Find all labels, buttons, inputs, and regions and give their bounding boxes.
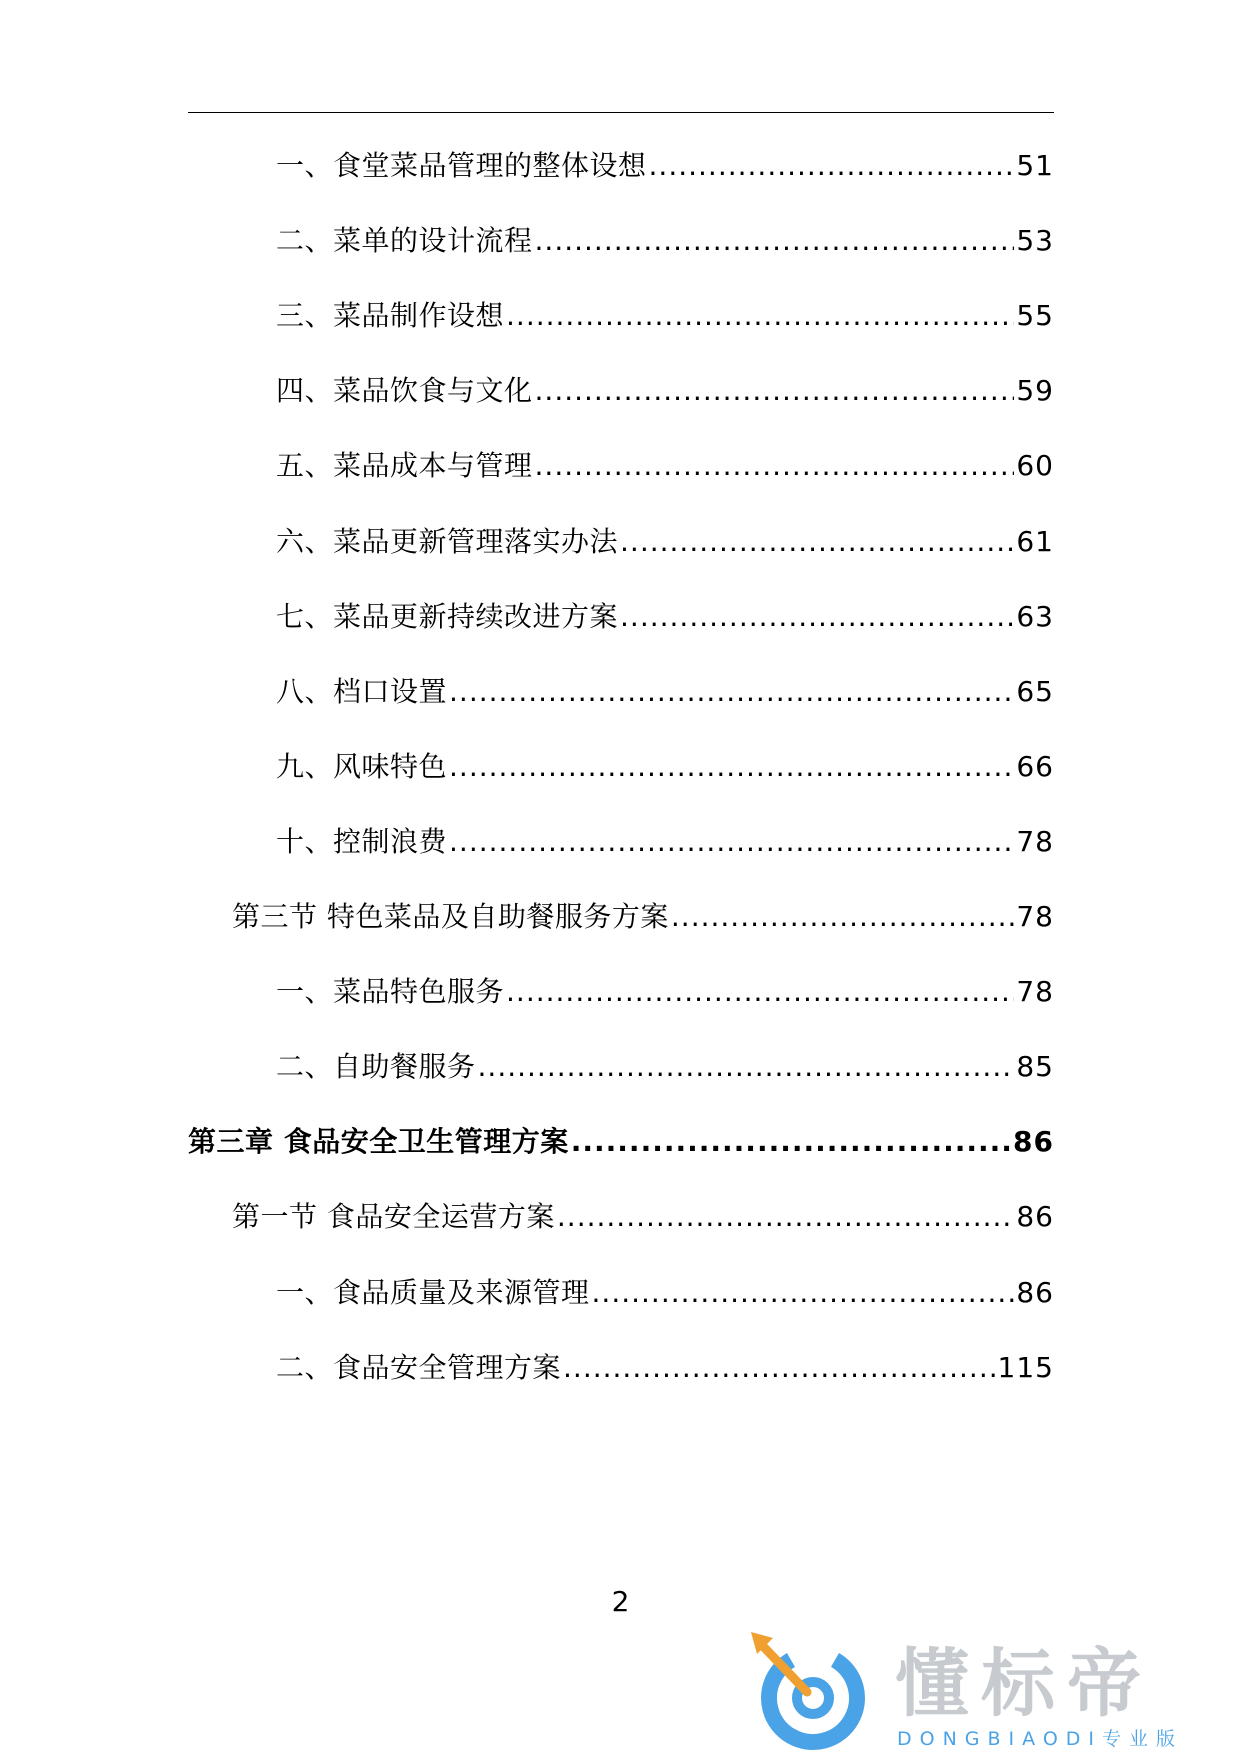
toc-entry-page: 65 [1016, 675, 1054, 708]
toc-dot-leader [449, 747, 1014, 787]
toc-dot-leader [535, 221, 1015, 261]
toc-entry-label: 一、食品质量及来源管理 [276, 1276, 590, 1309]
toc-entry-label: 二、菜单的设计流程 [276, 224, 533, 257]
watermark-brand: 懂标帝 [895, 1641, 1153, 1727]
toc-dot-leader [506, 972, 1014, 1012]
header-rule [188, 112, 1054, 113]
toc-entry-label: 九、风味特色 [276, 750, 448, 783]
toc-entry[interactable] [276, 597, 1054, 637]
toc-entry-label: 八、档口设置 [276, 675, 448, 708]
toc-entry-label: 四、菜品饮食与文化 [276, 374, 533, 407]
toc-entry[interactable] [276, 1047, 1054, 1087]
toc-dot-leader [620, 597, 1014, 637]
toc-entry-label: 七、菜品更新持续改进方案 [276, 600, 619, 633]
toc-entry[interactable] [276, 1273, 1054, 1313]
toc-dot-leader [620, 522, 1014, 562]
toc-entry-page: 115 [997, 1351, 1054, 1384]
toc-entry-label: 一、食堂菜品管理的整体设想 [276, 149, 647, 182]
toc-entry-page: 78 [1016, 900, 1054, 933]
toc-entry-label: 第一节 食品安全运营方案 [232, 1200, 555, 1233]
toc-entry-label: 第三章 食品安全卫生管理方案 [188, 1125, 569, 1158]
toc-entry[interactable] [276, 446, 1054, 486]
toc-entry[interactable] [232, 1197, 1054, 1237]
toc-entry-page: 86 [1016, 1200, 1054, 1233]
toc-entry-page: 78 [1016, 975, 1054, 1008]
toc-dot-leader [535, 446, 1015, 486]
toc-entry-label: 二、自助餐服务 [276, 1050, 476, 1083]
toc-dot-leader [649, 146, 1015, 186]
toc-dot-leader [506, 296, 1014, 336]
toc-entry[interactable] [276, 747, 1054, 787]
toc-dot-leader [449, 672, 1014, 712]
toc-entry-label: 第三节 特色菜品及自助餐服务方案 [232, 900, 669, 933]
toc-entry-page: 59 [1016, 374, 1054, 407]
toc-entry[interactable] [276, 221, 1054, 261]
toc-entry-page: 78 [1016, 825, 1054, 858]
toc-entry[interactable] [276, 146, 1054, 186]
toc-entry[interactable] [276, 296, 1054, 336]
toc-entry-label: 五、菜品成本与管理 [276, 449, 533, 482]
toc-dot-leader [449, 822, 1014, 862]
toc-dot-leader [592, 1273, 1015, 1313]
toc-dot-leader [535, 371, 1015, 411]
toc-entry-page: 86 [1016, 1276, 1054, 1309]
toc-entry[interactable] [232, 897, 1054, 937]
toc-entry-page: 60 [1016, 449, 1054, 482]
toc-entry[interactable] [276, 672, 1054, 712]
toc-entry[interactable] [188, 1122, 1054, 1162]
toc-dot-leader [571, 1122, 1011, 1162]
toc-dot-leader [563, 1348, 996, 1388]
toc-entry[interactable] [276, 972, 1054, 1012]
toc-entry[interactable] [276, 822, 1054, 862]
toc-entry-label: 三、菜品制作设想 [276, 299, 505, 332]
toc-entry-label: 一、菜品特色服务 [276, 975, 505, 1008]
toc-entry-page: 86 [1013, 1125, 1054, 1158]
toc-dot-leader [557, 1197, 1014, 1237]
toc-entry-label: 二、食品安全管理方案 [276, 1351, 562, 1384]
toc-dot-leader [478, 1047, 1015, 1087]
toc-entry-page: 66 [1016, 750, 1054, 783]
toc-entry-label: 十、控制浪费 [276, 825, 448, 858]
toc-entry[interactable] [276, 1348, 1054, 1388]
watermark-subtitle: DONGBIAODI专业版 [897, 1728, 1184, 1750]
toc-entry-page: 85 [1016, 1050, 1054, 1083]
toc-entry[interactable] [276, 522, 1054, 562]
toc-entry-page: 51 [1016, 149, 1054, 182]
toc-dot-leader [671, 897, 1014, 937]
page-number: 2 [611, 1585, 630, 1618]
toc-entry-page: 63 [1016, 600, 1054, 633]
target-arrow-icon [745, 1628, 875, 1754]
watermark [745, 1628, 1241, 1754]
toc-entry-page: 61 [1016, 525, 1054, 558]
toc-entry[interactable] [276, 371, 1054, 411]
toc-entry-page: 53 [1016, 224, 1054, 257]
toc-entry-label: 六、菜品更新管理落实办法 [276, 525, 619, 558]
toc-entry-page: 55 [1016, 299, 1054, 332]
